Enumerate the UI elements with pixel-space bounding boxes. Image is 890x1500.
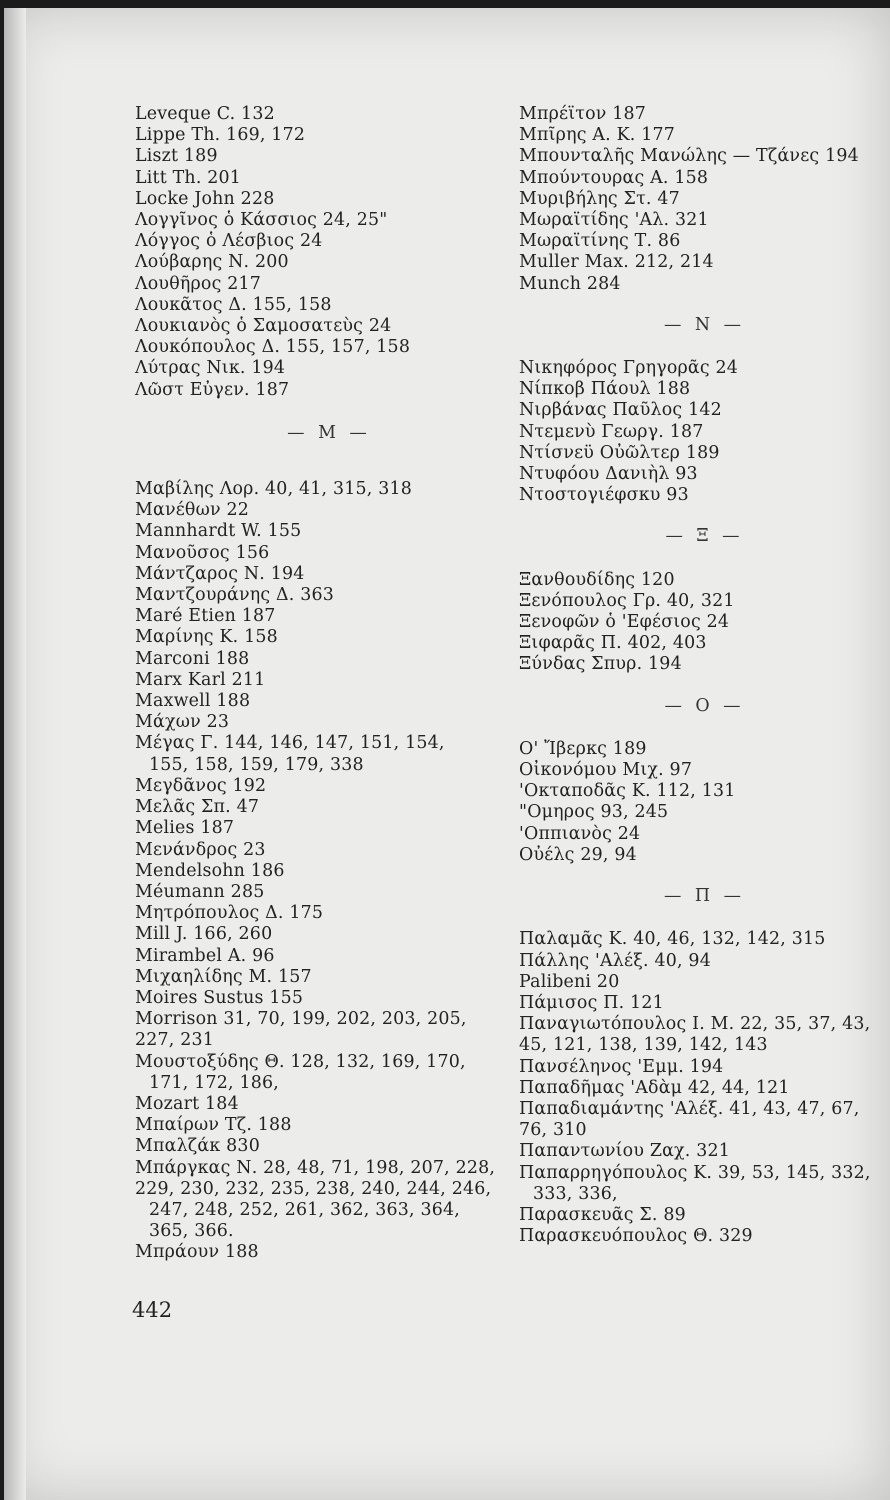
index-entry: Παναγιωτόπουλος Ι. Μ. 22, 35, 37, 43, <box>519 1014 871 1035</box>
index-entry: Μανοῦσος 156 <box>135 542 270 563</box>
index-entry: Μαντζουράνης Δ. 363 <box>135 585 335 606</box>
index-entry: Moires Sustus 155 <box>135 987 304 1008</box>
index-entry: Maxwell 188 <box>135 691 251 712</box>
index-entry: Παρασκευόπουλος Θ. 329 <box>519 1226 753 1247</box>
index-entry: 229, 230, 232, 235, 238, 240, 244, 246, <box>135 1178 492 1199</box>
index-entry: Μαρίνης Κ. 158 <box>135 627 278 648</box>
right-index-column <box>519 104 890 1247</box>
index-entry: Λῶστ Εὐγεν. 187 <box>135 379 290 400</box>
index-entry: Νικηφόρος Γρηγορᾶς 24 <box>519 358 739 379</box>
index-entry: Méumann 285 <box>135 881 265 902</box>
index-entry: Παλαμᾶς Κ. 40, 46, 132, 142, 315 <box>519 929 826 950</box>
index-entry: 45, 121, 138, 139, 142, 143 <box>519 1035 768 1056</box>
index-entry: Μουστοξύδης Θ. 128, 132, 169, 170, <box>135 1051 466 1072</box>
index-group-o <box>519 739 890 866</box>
index-entry: Λύτρας Νικ. 194 <box>135 358 286 379</box>
index-entry: 365, 366. <box>149 1221 234 1242</box>
index-entry: Μωραϊτίνης Τ. 86 <box>519 231 681 252</box>
index-entry: Μπράουν 188 <box>135 1242 259 1263</box>
index-entry: Marx Karl 211 <box>135 669 266 690</box>
index-entry: Locke John 228 <box>135 188 275 209</box>
index-entry: Leveque C. 132 <box>135 104 275 124</box>
index-entry: Μαβίλης Λορ. 40, 41, 315, 318 <box>135 479 413 500</box>
index-entry: Ντοστογιέφσκυ 93 <box>519 485 689 506</box>
index-entry: Λογγῖνος ὁ Κάσσιος 24, 25" <box>135 210 388 231</box>
index-entry: Παπαδιαμάντης 'Αλέξ. 41, 43, 47, 67, <box>519 1098 860 1119</box>
index-entry: Μυριβήλης Στ. 47 <box>519 188 680 209</box>
index-entry: Μπρέϊτον 187 <box>519 104 647 124</box>
index-entry: Μπουνταλῆς Μανώλης — Τζάνες 194 <box>519 146 859 167</box>
index-entry: Lippe Th. 169, 172 <box>135 125 306 146</box>
index-entry: Mozart 184 <box>135 1093 239 1114</box>
index-entry: Ξανθουδίδης 120 <box>519 569 675 590</box>
index-entry: Παπαρρηγόπουλος Κ. 39, 53, 145, 332, <box>519 1162 871 1183</box>
top-dark-border <box>0 0 890 8</box>
book-page <box>4 8 890 1500</box>
index-entry: Melies 187 <box>135 818 235 839</box>
index-entry: 227, 231 <box>135 1030 215 1051</box>
section-header-x: — Ξ — <box>665 526 744 547</box>
index-entry: Μελᾶς Σπ. 47 <box>135 797 260 818</box>
index-entry: Νιρβάνας Παῦλος 142 <box>519 400 722 421</box>
index-group-m <box>135 479 495 1264</box>
index-group-m-continued <box>519 104 890 295</box>
index-entry: 171, 172, 186, <box>149 1072 280 1093</box>
index-entry: Μπαίρων Τζ. 188 <box>135 1115 292 1136</box>
section-header-o: — O — <box>664 695 745 716</box>
index-entry: Mendelsohn 186 <box>135 860 285 881</box>
index-entry: Λουκᾶτος Δ. 155, 158 <box>135 294 332 315</box>
index-entry: Μπαλζάκ 830 <box>135 1136 260 1157</box>
left-index-column <box>135 104 495 1264</box>
index-entry: 76, 310 <box>519 1120 587 1141</box>
index-entry: Μωραϊτίδης 'Αλ. 321 <box>519 210 709 231</box>
index-entry: Πάλλης 'Αλέξ. 40, 94 <box>519 950 711 971</box>
index-entry: Litt Th. 201 <box>135 167 242 188</box>
index-entry: Mannhardt W. 155 <box>135 521 302 542</box>
index-entry: 'Οκταποδᾶς Κ. 112, 131 <box>519 781 736 802</box>
index-entry: Μανέθων 22 <box>135 500 250 521</box>
index-entry: Ξενοφῶν ὁ 'Εφέσιος 24 <box>519 612 730 633</box>
index-entry: Μπῖρης Α. Κ. 177 <box>519 125 676 146</box>
index-entry: Ξενόπουλος Γρ. 40, 321 <box>519 590 735 611</box>
index-entry: 333, 336, <box>533 1183 618 1204</box>
index-entry: Μάντζαρος Ν. 194 <box>135 563 305 584</box>
index-entry: Παρασκευᾶς Σ. 89 <box>519 1204 686 1225</box>
index-entry: Ο' Ἴβερκς 189 <box>519 738 647 759</box>
index-entry: Οὐέλς 29, 94 <box>519 844 637 865</box>
index-entry: Παπαδῆμας 'Αδὰμ 42, 44, 121 <box>519 1077 790 1098</box>
index-entry: Marconi 188 <box>135 648 250 669</box>
index-entry: Ξύνδας Σπυρ. 194 <box>519 654 682 675</box>
index-entry: Λόγγος ὁ Λέσβιος 24 <box>135 231 323 252</box>
index-entry: 'Οππιανὸς 24 <box>519 823 641 844</box>
index-group-n <box>519 358 890 506</box>
section-header-m: — M — <box>287 422 371 443</box>
index-group-p <box>519 929 890 1247</box>
index-entry: Πάμισος Π. 121 <box>519 992 664 1013</box>
index-entry: Μάχων 23 <box>135 712 230 733</box>
index-entry: Λουκιανὸς ὁ Σαμοσατεὺς 24 <box>135 316 392 337</box>
index-entry: Ντεμενὺ Γεωργ. 187 <box>519 421 704 442</box>
index-entry: Μέγας Γ. 144, 146, 147, 151, 154, <box>135 733 445 754</box>
index-entry: Μπάργκας Ν. 28, 48, 71, 198, 207, 228, <box>135 1157 496 1178</box>
index-entry: Mirambel A. 96 <box>135 945 275 966</box>
index-entry: Μεγδᾶνος 192 <box>135 775 267 796</box>
index-entry: Liszt 189 <box>135 146 218 167</box>
index-entry: Ντυφόου Δανιὴλ 93 <box>519 464 698 485</box>
index-entry: Παπαντωνίου Ζαχ. 321 <box>519 1141 731 1162</box>
section-header-p: — Π — <box>663 886 745 907</box>
section-header-n: — N — <box>663 314 746 335</box>
index-entry: 155, 158, 159, 179, 338 <box>149 754 364 775</box>
index-entry: 247, 248, 252, 261, 362, 363, 364, <box>149 1199 461 1220</box>
index-entry: Οἰκονόμου Μιχ. 97 <box>519 760 693 781</box>
index-entry: Palibeni 20 <box>519 971 620 992</box>
index-entry: Μπούντουρας Α. 158 <box>519 167 709 188</box>
index-entry: Μενάνδρος 23 <box>135 839 266 860</box>
index-entry: Maré Etien 187 <box>135 606 276 627</box>
index-entry: Ξιφαρᾶς Π. 402, 403 <box>519 633 707 654</box>
index-entry: Λουκόπουλος Δ. 155, 157, 158 <box>135 337 411 358</box>
index-group-l <box>135 104 495 401</box>
index-entry: Morrison 31, 70, 199, 202, 203, 205, <box>135 1009 467 1030</box>
index-entry: Μητρόπουλος Δ. 175 <box>135 903 324 924</box>
index-entry: Πανσέληνος 'Εμμ. 194 <box>519 1056 724 1077</box>
index-entry: Muller Max. 212, 214 <box>519 252 714 273</box>
index-entry: Munch 284 <box>519 273 621 294</box>
index-entry: "Ομηρος 93, 245 <box>519 802 669 823</box>
index-entry: Λούβαρης Ν. 200 <box>135 252 289 273</box>
index-entry: Ντίσνεϋ Οὐῶλτερ 189 <box>519 442 720 463</box>
index-entry: Mill J. 166, 260 <box>135 924 273 945</box>
index-entry: Λουθῆρος 217 <box>135 273 262 294</box>
index-entry: Μιχαηλίδης Μ. 157 <box>135 966 312 987</box>
index-group-x <box>519 570 890 676</box>
page-number: 442 <box>132 1298 173 1322</box>
index-entry: Νίπκοβ Πάουλ 188 <box>519 379 691 400</box>
